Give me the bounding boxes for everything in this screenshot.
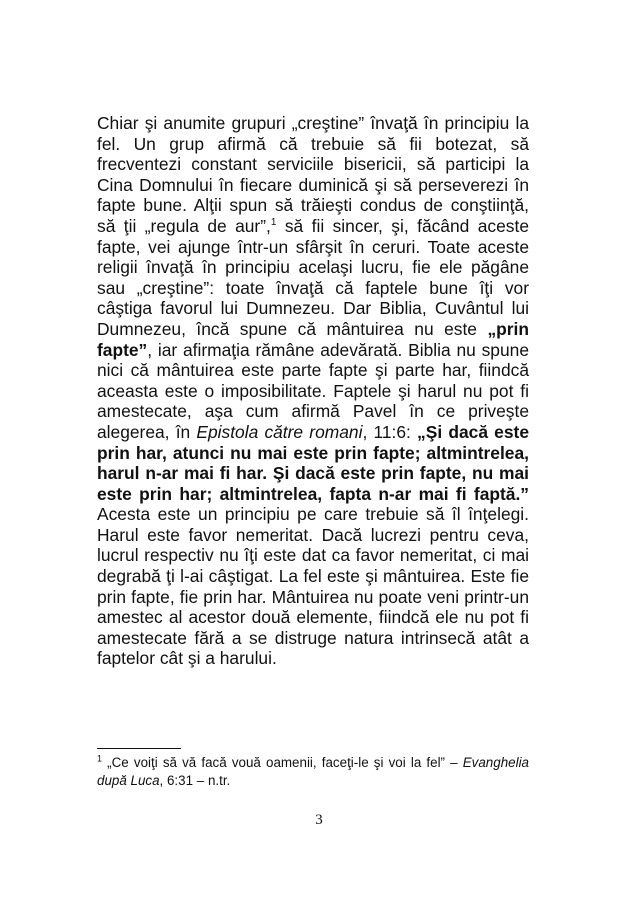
footnote-tail: , 6:31 – n.tr.: [159, 773, 231, 788]
bold-quote: „prin fapte”: [97, 318, 529, 360]
main-paragraph: [97, 113, 529, 669]
footnote-marker: 1: [97, 753, 103, 764]
paragraph-text: Chiar şi anumite grupuri „creştine” învaţă în principiu la fel. Un grup afirmă că trebuie să fii botezat, să frecventezi constant serviciile bisericii, să participi la Cina Domnului în fiecare duminică şi să perseverezi în fapte bune. Alţii spun să trăieşti condus de conştiinţă, să ţii „regula de aur”,: [97, 113, 529, 236]
footnote-reference[interactable]: 1: [270, 217, 277, 229]
page-body: [97, 113, 529, 669]
footnote-text: „Ce voiţi să vă facă vouă oamenii, faceţi-le şi voi la fel” –: [102, 755, 463, 770]
footnote-source: Evanghelia după Luca: [97, 755, 529, 788]
paragraph-text: să fii sincer, şi, făcând aceste fapte, vei ajunge într-un sfârşit în ceruri. Toate aceste religii învaţă în principiu acelaşi lucru, fie ele păgâne sau „creştine”: toate învaţă că faptele bune îţi vor câştiga favorul lui Dumnezeu. Dar Biblia, Cuvântul lui Dumnezeu, încă spune că mântuirea nu este: [97, 215, 529, 339]
paragraph-text: Acesta este un principiu pe care trebuie să îl înţelegi. Harul este favor nemeritat. Dacă lucrezi pentru ceva, lucrul respectiv nu îţi este dat ca favor nemeritat, ci mai degrabă ţi l-ai câştigat. La fel este şi mântuirea. Este fie prin fapte, fie prin har. Mântuirea nu poate veni printr-un amestec al acestor două elemente, fiindcă ele nu pot fi amestecate fără a se distruge natura intrinsecă atât a faptelor cât şi a harului.: [97, 504, 529, 669]
book-title: Epistola către romani: [196, 421, 363, 442]
footnote: [97, 754, 529, 790]
paragraph-text: , iar afirmaţia rămâne adevărată. Biblia nu spune nici că mântuirea este parte fapte şi parte har, fiindcă aceasta este o imposibilitate. Faptele şi harul nu pot fi amestecate, aşa cum afirmă Pavel în ce priveşte alegerea, în: [97, 339, 529, 442]
paragraph-text: , 11:6:: [362, 421, 418, 442]
bold-scripture-quote: „Şi dacă este prin har, atunci nu mai este prin fapte; altmintrelea, harul n-ar mai fi har. Şi dacă este prin fapte, nu mai este prin har; altmintrelea, fapta n-ar mai fi faptă.”: [97, 421, 529, 504]
footnote-separator: [97, 748, 181, 749]
page-number: 3: [315, 812, 323, 828]
